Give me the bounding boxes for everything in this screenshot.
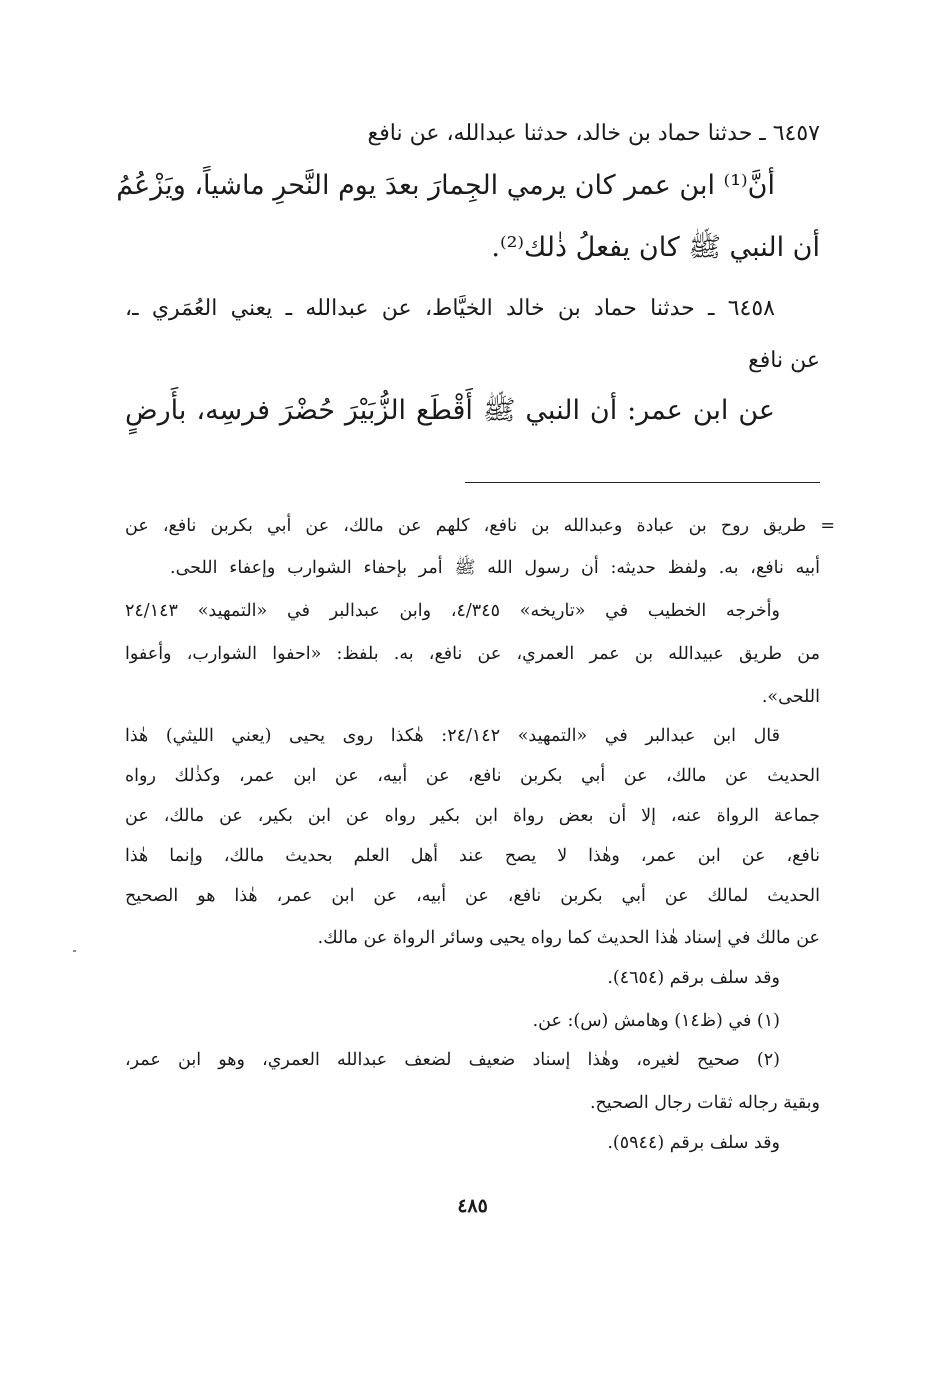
footnote-line: اللحى». (761, 687, 820, 707)
footnote-line: وقد سلف برقم (٥٩٤٤). (607, 1133, 780, 1153)
hadith-6458-heading-line-2: عن نافع (748, 348, 820, 373)
footnote-line: قال ابن عبدالبر في «التمهيد» ٢٤/١٤٢: هٰكذا روى يحيى (يعني الليثي) هٰذا (125, 726, 781, 746)
page-number: ٤٨٥ (457, 1195, 488, 1217)
hadith-6457-heading: ٦٤٥٧ ـ حدثنا حماد بن خالد، حدثنا عبدالله، عن نافع (367, 121, 820, 146)
hadith-6457-text-line-2: أن النبي ﷺ كان يفعلُ ذٰلك⁽²⁾. (491, 232, 820, 263)
footnote-line: أبيه نافع، به. ولفظ حديثه: أن رسول الله ﷺ أمر بإحفاء الشوارب وإعفاء اللحى. (170, 558, 820, 578)
footnote-line: من طريق عبيدالله بن عمر العمري، عن نافع، به. بلفظ: «احفوا الشوارب، وأعفوا (125, 644, 820, 664)
footnote-line: نافع، عن ابن عمر، وهٰذا لا يصح عند أهل العلم بحديث مالك، وإنما هٰذا (125, 846, 820, 866)
hadith-6458-heading-line-1: ٦٤٥٨ ـ حدثنا حماد بن خالد الخيَّاط، عن عبدالله ـ يعني العُمَري ـ، (125, 296, 775, 321)
footnote-line: وبقية رجاله ثقات رجال الصحيح. (589, 1093, 820, 1113)
footnote-separator (465, 482, 820, 483)
footnote-line: الحديث عن مالك، عن أبي بكربن نافع، عن أبيه، عن ابن عمر، وكذٰلك رواه (125, 766, 820, 786)
footnote-line: جماعة الرواة عنه، إلا أن بعض رواة ابن بكير رواه عن ابن بكير، عن مالك، عن (125, 806, 820, 826)
footnote-line: (١) في (ظ١٤) وهامش (س): عن. (532, 1011, 780, 1031)
footnote-line: وأخرجه الخطيب في «تاريخه» ٤/٣٤٥، وابن عبدالبر في «التمهيد» ٢٤/١٤٣ (125, 601, 780, 621)
footnote-line: عن مالك في إسناد هٰذا الحديث كما رواه يحيى وسائر الرواة عن مالك. (317, 928, 820, 948)
footnote-line: = طريق روح بن عبادة وعبدالله بن نافع، كلهم عن مالك، عن أبي بكربن نافع، عن (125, 516, 835, 536)
footnote-line: (٢) صحيح لغيره، وهٰذا إسناد ضعيف لضعف عبدالله العمري، وهو ابن عمر، (125, 1050, 780, 1070)
hadith-6458-text-line-1: عن ابن عمر: أن النبي ﷺ أَقْطَع الزُّبَيْرَ حُضْرَ فرسِه، بأَرضٍ (125, 395, 775, 426)
scan-speck (73, 950, 76, 952)
footnote-line: الحديث لمالك عن أبي بكربن نافع، عن أبيه، عن ابن عمر، هٰذا هو الصحيح (125, 886, 820, 906)
hadith-6457-text-line-1: أنَّ⁽¹⁾ ابن عمر كان يرمي الجِمارَ بعدَ يوم النَّحرِ ماشياً، ويَزْعُمُ (116, 170, 775, 201)
footnote-line: وقد سلف برقم (٤٦٥٤). (607, 968, 780, 988)
